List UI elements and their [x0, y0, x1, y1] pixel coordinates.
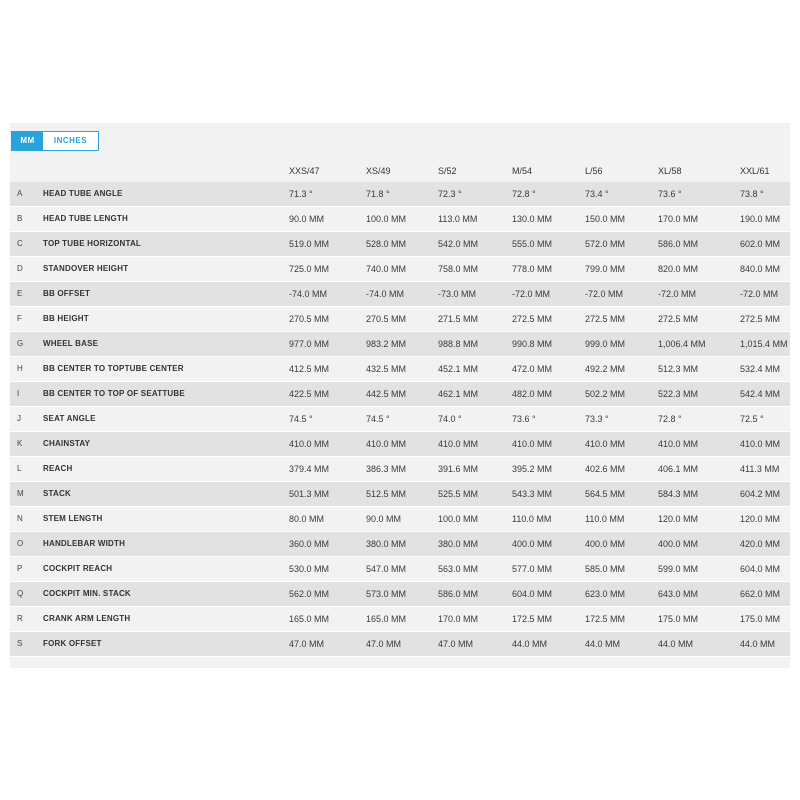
- table-cell: 411.3 MM: [740, 464, 780, 474]
- row-measurement-name: BB HEIGHT: [43, 314, 89, 323]
- size-header: XXS/47: [289, 166, 320, 176]
- table-cell: 555.0 MM: [512, 239, 553, 249]
- table-cell: 758.0 MM: [438, 264, 479, 274]
- table-cell: 150.0 MM: [585, 214, 626, 224]
- table-cell: 71.8 °: [366, 189, 390, 199]
- table-cell: 584.3 MM: [658, 489, 699, 499]
- row-letter: G: [17, 339, 24, 348]
- row-measurement-name: BB CENTER TO TOPTUBE CENTER: [43, 364, 184, 373]
- table-row: [10, 182, 790, 207]
- table-cell: 90.0 MM: [366, 514, 402, 524]
- table-row: [10, 207, 790, 232]
- table-cell: 410.0 MM: [289, 439, 330, 449]
- table-cell: 175.0 MM: [658, 614, 699, 624]
- geometry-table: [10, 182, 790, 657]
- table-cell: -72.0 MM: [585, 289, 624, 299]
- table-cell: 522.3 MM: [658, 389, 699, 399]
- table-cell: -74.0 MM: [366, 289, 405, 299]
- table-cell: 502.2 MM: [585, 389, 626, 399]
- table-cell: 563.0 MM: [438, 564, 479, 574]
- row-measurement-name: TOP TUBE HORIZONTAL: [43, 239, 142, 248]
- table-cell: 542.0 MM: [438, 239, 479, 249]
- table-row: [10, 532, 790, 557]
- table-cell: 400.0 MM: [512, 539, 553, 549]
- table-cell: 170.0 MM: [438, 614, 479, 624]
- row-measurement-name: HEAD TUBE LENGTH: [43, 214, 128, 223]
- table-cell: 120.0 MM: [658, 514, 699, 524]
- table-cell: 272.5 MM: [585, 314, 626, 324]
- row-letter: C: [17, 239, 23, 248]
- table-cell: 519.0 MM: [289, 239, 330, 249]
- row-letter: H: [17, 364, 23, 373]
- row-measurement-name: STACK: [43, 489, 71, 498]
- row-letter: I: [17, 389, 20, 398]
- table-row: [10, 232, 790, 257]
- table-cell: 270.5 MM: [289, 314, 330, 324]
- table-cell: 271.5 MM: [438, 314, 479, 324]
- table-row: [10, 357, 790, 382]
- row-letter: S: [17, 639, 23, 648]
- table-cell: 74.5 °: [366, 414, 390, 424]
- table-cell: 74.5 °: [289, 414, 313, 424]
- table-cell: 586.0 MM: [438, 589, 479, 599]
- table-row: [10, 382, 790, 407]
- row-measurement-name: BB OFFSET: [43, 289, 91, 298]
- table-cell: 542.4 MM: [740, 389, 781, 399]
- table-cell: 360.0 MM: [289, 539, 330, 549]
- table-cell: 604.0 MM: [512, 589, 553, 599]
- table-cell: 80.0 MM: [289, 514, 325, 524]
- table-row: [10, 307, 790, 332]
- table-cell: 840.0 MM: [740, 264, 781, 274]
- row-letter: E: [17, 289, 23, 298]
- table-cell: 1,006.4 MM: [658, 339, 706, 349]
- row-letter: A: [17, 189, 23, 198]
- table-row: [10, 632, 790, 657]
- row-letter: O: [17, 539, 24, 548]
- row-letter: D: [17, 264, 23, 273]
- table-cell: 452.1 MM: [438, 364, 479, 374]
- table-cell: 406.1 MM: [658, 464, 699, 474]
- table-cell: 165.0 MM: [289, 614, 330, 624]
- table-cell: 602.0 MM: [740, 239, 781, 249]
- table-cell: 73.6 °: [658, 189, 682, 199]
- row-measurement-name: COCKPIT REACH: [43, 564, 113, 573]
- table-cell: 400.0 MM: [585, 539, 626, 549]
- table-cell: 410.0 MM: [585, 439, 626, 449]
- row-measurement-name: SEAT ANGLE: [43, 414, 96, 423]
- table-cell: 1,015.4 MM: [740, 339, 788, 349]
- table-cell: 73.4 °: [585, 189, 609, 199]
- row-measurement-name: STANDOVER HEIGHT: [43, 264, 129, 273]
- table-cell: 725.0 MM: [289, 264, 330, 274]
- table-cell: 272.5 MM: [512, 314, 553, 324]
- table-cell: 395.2 MM: [512, 464, 553, 474]
- geometry-panel: [10, 123, 790, 668]
- table-cell: 999.0 MM: [585, 339, 626, 349]
- table-cell: 501.3 MM: [289, 489, 330, 499]
- row-measurement-name: WHEEL BASE: [43, 339, 99, 348]
- table-cell: 572.0 MM: [585, 239, 626, 249]
- table-cell: 71.3 °: [289, 189, 313, 199]
- table-cell: 492.2 MM: [585, 364, 626, 374]
- table-cell: 272.5 MM: [658, 314, 699, 324]
- size-header: M/54: [512, 166, 533, 176]
- table-cell: 512.3 MM: [658, 364, 699, 374]
- row-measurement-name: REACH: [43, 464, 73, 473]
- table-row: [10, 482, 790, 507]
- table-cell: 573.0 MM: [366, 589, 407, 599]
- table-cell: 72.5 °: [740, 414, 764, 424]
- table-cell: 380.0 MM: [438, 539, 479, 549]
- table-cell: 564.5 MM: [585, 489, 626, 499]
- table-cell: 740.0 MM: [366, 264, 407, 274]
- table-row: [10, 557, 790, 582]
- table-row: [10, 457, 790, 482]
- table-row: [10, 582, 790, 607]
- table-cell: -72.0 MM: [512, 289, 551, 299]
- table-row: [10, 507, 790, 532]
- table-cell: 585.0 MM: [585, 564, 626, 574]
- table-cell: 110.0 MM: [585, 514, 625, 524]
- table-cell: 72.3 °: [438, 189, 462, 199]
- table-cell: 577.0 MM: [512, 564, 553, 574]
- table-cell: 977.0 MM: [289, 339, 330, 349]
- table-cell: 412.5 MM: [289, 364, 330, 374]
- table-cell: 386.3 MM: [366, 464, 407, 474]
- table-cell: 272.5 MM: [740, 314, 781, 324]
- table-cell: 662.0 MM: [740, 589, 781, 599]
- table-cell: 172.5 MM: [585, 614, 626, 624]
- table-cell: 528.0 MM: [366, 239, 407, 249]
- table-cell: 402.6 MM: [585, 464, 626, 474]
- table-cell: 410.0 MM: [658, 439, 699, 449]
- table-cell: 543.3 MM: [512, 489, 553, 499]
- row-measurement-name: STEM LENGTH: [43, 514, 103, 523]
- table-cell: 90.0 MM: [289, 214, 325, 224]
- table-cell: 190.0 MM: [740, 214, 781, 224]
- unit-toggle: [11, 131, 99, 151]
- table-cell: 410.0 MM: [740, 439, 781, 449]
- table-cell: 165.0 MM: [366, 614, 407, 624]
- table-cell: 400.0 MM: [658, 539, 699, 549]
- table-cell: 175.0 MM: [740, 614, 781, 624]
- row-measurement-name: FORK OFFSET: [43, 639, 102, 648]
- table-cell: 130.0 MM: [512, 214, 553, 224]
- table-cell: 586.0 MM: [658, 239, 699, 249]
- table-cell: 44.0 MM: [740, 639, 776, 649]
- table-cell: 420.0 MM: [740, 539, 781, 549]
- table-row: [10, 407, 790, 432]
- row-measurement-name: HANDLEBAR WIDTH: [43, 539, 126, 548]
- row-letter: L: [17, 464, 22, 473]
- table-cell: 72.8 °: [512, 189, 536, 199]
- table-row: [10, 432, 790, 457]
- table-cell: 44.0 MM: [512, 639, 548, 649]
- table-cell: 73.8 °: [740, 189, 764, 199]
- table-cell: 170.0 MM: [658, 214, 699, 224]
- table-cell: 778.0 MM: [512, 264, 553, 274]
- row-letter: J: [17, 414, 21, 423]
- table-cell: -72.0 MM: [658, 289, 697, 299]
- table-cell: 410.0 MM: [438, 439, 479, 449]
- table-cell: 44.0 MM: [658, 639, 694, 649]
- size-header: XL/58: [658, 166, 682, 176]
- table-cell: 391.6 MM: [438, 464, 479, 474]
- size-header: S/52: [438, 166, 457, 176]
- table-cell: -72.0 MM: [740, 289, 779, 299]
- row-letter: K: [17, 439, 23, 448]
- size-header: XXL/61: [740, 166, 770, 176]
- table-cell: 532.4 MM: [740, 364, 781, 374]
- row-measurement-name: COCKPIT MIN. STACK: [43, 589, 131, 598]
- table-cell: 623.0 MM: [585, 589, 626, 599]
- table-cell: 120.0 MM: [740, 514, 781, 524]
- table-cell: 604.0 MM: [740, 564, 781, 574]
- table-cell: 73.6 °: [512, 414, 536, 424]
- table-cell: 270.5 MM: [366, 314, 407, 324]
- table-cell: 44.0 MM: [585, 639, 621, 649]
- row-letter: P: [17, 564, 23, 573]
- table-cell: 410.0 MM: [366, 439, 407, 449]
- row-letter: F: [17, 314, 22, 323]
- table-cell: 604.2 MM: [740, 489, 781, 499]
- table-cell: 799.0 MM: [585, 264, 626, 274]
- table-cell: 530.0 MM: [289, 564, 330, 574]
- table-cell: 379.4 MM: [289, 464, 330, 474]
- table-cell: 110.0 MM: [512, 514, 552, 524]
- row-letter: Q: [17, 589, 24, 598]
- table-cell: 988.8 MM: [438, 339, 479, 349]
- table-cell: 73.3 °: [585, 414, 609, 424]
- table-cell: -74.0 MM: [289, 289, 328, 299]
- table-cell: 47.0 MM: [438, 639, 474, 649]
- row-letter: M: [17, 489, 24, 498]
- table-cell: 525.5 MM: [438, 489, 479, 499]
- table-cell: 990.8 MM: [512, 339, 553, 349]
- row-measurement-name: CRANK ARM LENGTH: [43, 614, 131, 623]
- table-cell: 462.1 MM: [438, 389, 479, 399]
- table-row: [10, 257, 790, 282]
- table-cell: 472.0 MM: [512, 364, 553, 374]
- table-cell: 599.0 MM: [658, 564, 699, 574]
- table-cell: 983.2 MM: [366, 339, 407, 349]
- table-cell: 482.0 MM: [512, 389, 553, 399]
- unit-inches-button[interactable]: INCHES: [53, 136, 88, 145]
- row-letter: R: [17, 614, 23, 623]
- size-header: L/56: [585, 166, 603, 176]
- table-cell: 100.0 MM: [366, 214, 407, 224]
- table-cell: 72.8 °: [658, 414, 682, 424]
- table-cell: -73.0 MM: [438, 289, 477, 299]
- table-cell: 547.0 MM: [366, 564, 407, 574]
- row-measurement-name: CHAINSTAY: [43, 439, 91, 448]
- table-row: [10, 332, 790, 357]
- row-measurement-name: HEAD TUBE ANGLE: [43, 189, 123, 198]
- table-cell: 380.0 MM: [366, 539, 407, 549]
- row-measurement-name: BB CENTER TO TOP OF SEATTUBE: [43, 389, 185, 398]
- table-cell: 442.5 MM: [366, 389, 407, 399]
- row-letter: B: [17, 214, 23, 223]
- table-cell: 47.0 MM: [289, 639, 325, 649]
- table-cell: 643.0 MM: [658, 589, 699, 599]
- table-cell: 432.5 MM: [366, 364, 407, 374]
- table-cell: 422.5 MM: [289, 389, 330, 399]
- unit-mm-button[interactable]: MM: [12, 132, 43, 150]
- table-cell: 74.0 °: [438, 414, 462, 424]
- table-row: [10, 607, 790, 632]
- table-cell: 512.5 MM: [366, 489, 407, 499]
- table-row: [10, 282, 790, 307]
- table-cell: 562.0 MM: [289, 589, 330, 599]
- table-cell: 410.0 MM: [512, 439, 553, 449]
- row-letter: N: [17, 514, 23, 523]
- table-cell: 820.0 MM: [658, 264, 699, 274]
- table-cell: 100.0 MM: [438, 514, 479, 524]
- table-cell: 172.5 MM: [512, 614, 553, 624]
- table-cell: 113.0 MM: [438, 214, 478, 224]
- table-cell: 47.0 MM: [366, 639, 402, 649]
- size-header-row: [10, 160, 790, 182]
- size-header: XS/49: [366, 166, 391, 176]
